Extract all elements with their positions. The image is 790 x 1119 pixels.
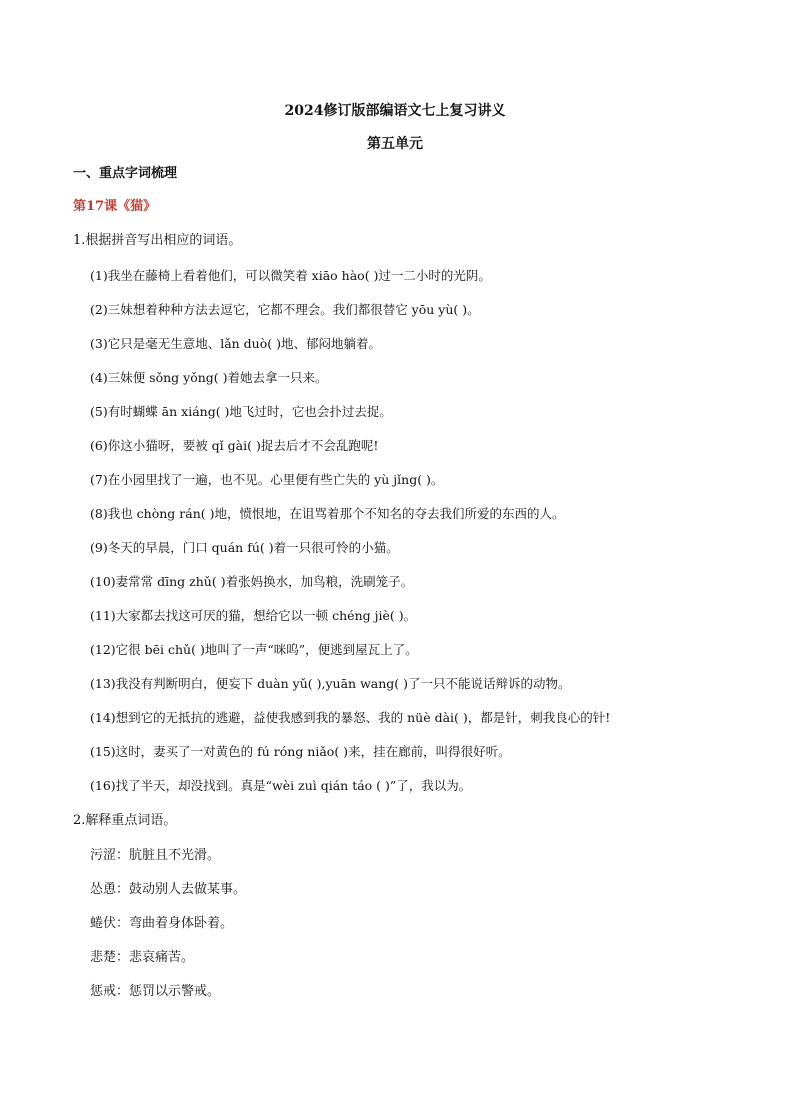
question-1-item: (4)三妹便 sǒng yǒng( )着她去拿一只来。: [90, 370, 328, 385]
question-1-item: (9)冬天的早晨，门口 quán fú( )着一只很可怜的小猫。: [90, 540, 399, 555]
question-2-prompt: 2.解释重点词语。: [73, 813, 177, 828]
question-1-item: (1)我坐在藤椅上看着他们，可以微笑着 xiāo hào( )过一二小时的光阴。: [90, 268, 491, 283]
question-1-item: (6)你这小猫呀，要被 qǐ gài( )捉去后才不会乱跑呢!: [90, 438, 379, 453]
unit-title: 第五单元: [367, 136, 423, 152]
question-1-prompt: 1.根据拼音写出相应的词语。: [73, 233, 242, 248]
definition-item: 惩戒：惩罚以示警戒。: [90, 984, 221, 999]
question-1-item: (11)大家都去找这可厌的猫，想给它以一顿 chéng jiè( )。: [90, 608, 417, 623]
definition-item: 蜷伏：弯曲着身体卧着。: [90, 916, 234, 931]
question-1-item: (10)妻常常 dīng zhǔ( )着张妈换水，加鸟粮，洗刷笼子。: [90, 574, 414, 589]
section-heading: 一、重点字词梳理: [73, 166, 178, 181]
question-1-item: (8)我也 chòng rán( )地，愤恨地，在诅骂着那个不知名的夺去我们所爱的东西的人。: [90, 506, 565, 521]
question-1-item: (2)三妹想着种种方法去逗它，它都不理会。我们都很替它 yōu yù( )。: [90, 302, 480, 317]
question-1-item: (5)有时蝴蝶 ān xiáng( )地飞过时，它也会扑过去捉。: [90, 404, 392, 419]
question-1-item: (12)它很 bēi chǔ( )地叫了一声“咪呜”，便逃到屋瓦上了。: [90, 642, 418, 657]
question-1-item: (3)它只是毫无生意地、lǎn duò( )地、郁闷地躺着。: [90, 336, 381, 351]
question-1-item: (14)想到它的无抵抗的逃避，益使我感到我的暴怒、我的 nüè dài( )，都是针，刺我良心的针!: [90, 710, 611, 725]
question-1-item: (7)在小园里找了一遍，也不见。心里便有些亡失的 yù jǐng( )。: [90, 472, 444, 487]
question-1-item: (15)这时，妻买了一对黄色的 fú róng niǎo( )来，挂在廊前，叫得很好听。: [90, 744, 511, 759]
document-title: 2024修订版部编语文七上复习讲义: [284, 103, 506, 119]
definition-item: 悲楚：悲哀痛苦。: [90, 950, 195, 965]
question-1-item: (13)我没有判断明白，便妄下 duàn yǔ( ),yuān wang( )了一只不能说话辩诉的动物。: [90, 676, 571, 691]
definition-item: 污涩：肮脏且不光滑。: [90, 848, 221, 863]
question-1-item: (16)找了半天，却没找到。真是“wèi zuì qián táo ( )”了，我以为。: [90, 778, 472, 793]
definition-item: 怂恿：鼓动别人去做某事。: [90, 882, 247, 897]
lesson-heading: 第17课《猫》: [73, 199, 157, 214]
